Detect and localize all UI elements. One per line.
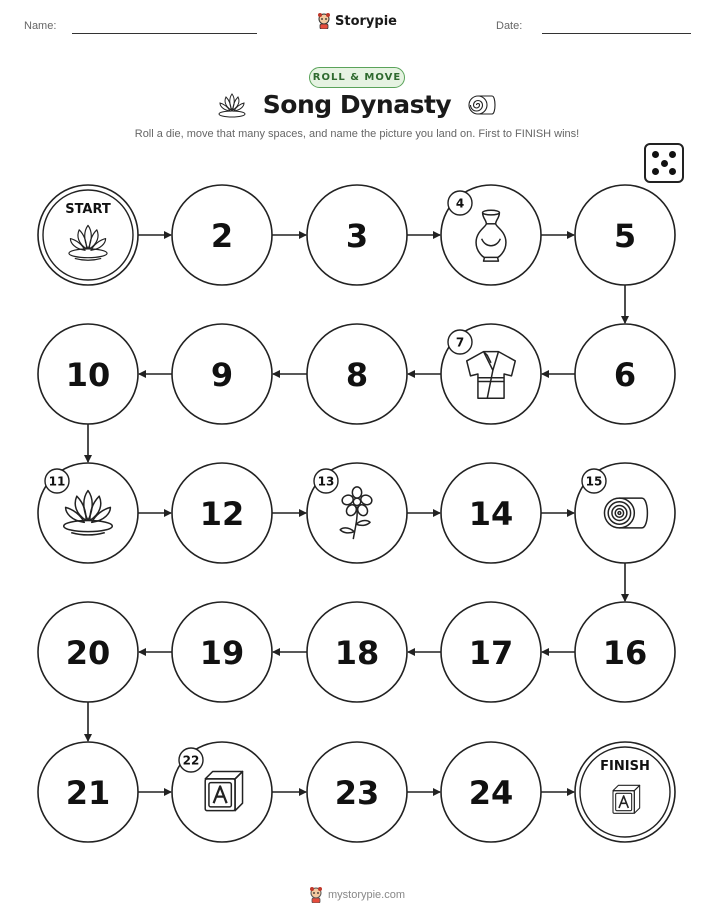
space-number: 12 [199, 495, 245, 533]
space-number: 21 [65, 774, 111, 812]
board-space-16[interactable] [575, 602, 675, 702]
title-text: Song Dynasty [262, 90, 452, 119]
space-number: 16 [602, 634, 648, 672]
board-space-2[interactable] [172, 185, 272, 285]
board-space-9[interactable] [172, 324, 272, 424]
space-number: 2 [210, 217, 234, 255]
date-label: Date: [496, 20, 523, 32]
space-circle [575, 742, 675, 842]
footer-url: mystorypie.com [327, 889, 406, 901]
space-number: 23 [334, 774, 380, 812]
space-number: 5 [613, 217, 637, 255]
space-number-label: 7 [455, 335, 465, 350]
space-number: 19 [199, 634, 245, 672]
space-circle [38, 185, 138, 285]
space-number-label: 11 [48, 474, 66, 489]
board-space-10[interactable] [38, 324, 138, 424]
board-space-4[interactable] [441, 185, 541, 285]
board-space-20[interactable] [38, 602, 138, 702]
instructions: Roll a die, move that many spaces, and name the picture you land on. First to FINISH wins! [134, 128, 580, 140]
space-number: 8 [345, 356, 369, 394]
board-space-17[interactable] [441, 602, 541, 702]
space-number: 14 [468, 495, 514, 533]
board-space-3[interactable] [307, 185, 407, 285]
board-space-21[interactable] [38, 742, 138, 842]
space-number: 20 [65, 634, 111, 672]
space-number: 18 [334, 634, 380, 672]
board-space-8[interactable] [307, 324, 407, 424]
board-space-12[interactable] [172, 463, 272, 563]
space-number-label: 15 [585, 474, 603, 489]
name-label: Name: [24, 20, 57, 32]
board-space-18[interactable] [307, 602, 407, 702]
space-number: 6 [613, 356, 637, 394]
board-space-14[interactable] [441, 463, 541, 563]
space-number: 3 [345, 217, 369, 255]
board-space-5[interactable] [575, 185, 675, 285]
board-space-7[interactable] [441, 324, 541, 424]
footer [0, 887, 714, 906]
storypie-logo-icon [309, 887, 323, 903]
space-number: 17 [468, 634, 514, 672]
space-number-label: 22 [182, 753, 200, 768]
space-number-label: 13 [317, 474, 335, 489]
space-number: 24 [468, 774, 514, 812]
board-space-13[interactable] [307, 463, 407, 563]
space-number-label: 4 [455, 196, 465, 211]
board-space-11[interactable] [38, 463, 138, 563]
brand-name: Storypie [335, 13, 397, 29]
start-label: START [65, 202, 111, 217]
board-space-6[interactable] [575, 324, 675, 424]
board-space-1[interactable] [38, 185, 138, 285]
board-space-15[interactable] [575, 463, 675, 563]
board-space-25[interactable] [575, 742, 675, 842]
board-space-24[interactable] [441, 742, 541, 842]
board-space-22[interactable] [172, 742, 272, 842]
board-space-23[interactable] [307, 742, 407, 842]
space-number: 9 [210, 356, 234, 394]
board-space-19[interactable] [172, 602, 272, 702]
game-type-badge: ROLL & MOVE [309, 67, 405, 88]
finish-label: FINISH [600, 759, 650, 774]
space-number: 10 [65, 356, 111, 394]
